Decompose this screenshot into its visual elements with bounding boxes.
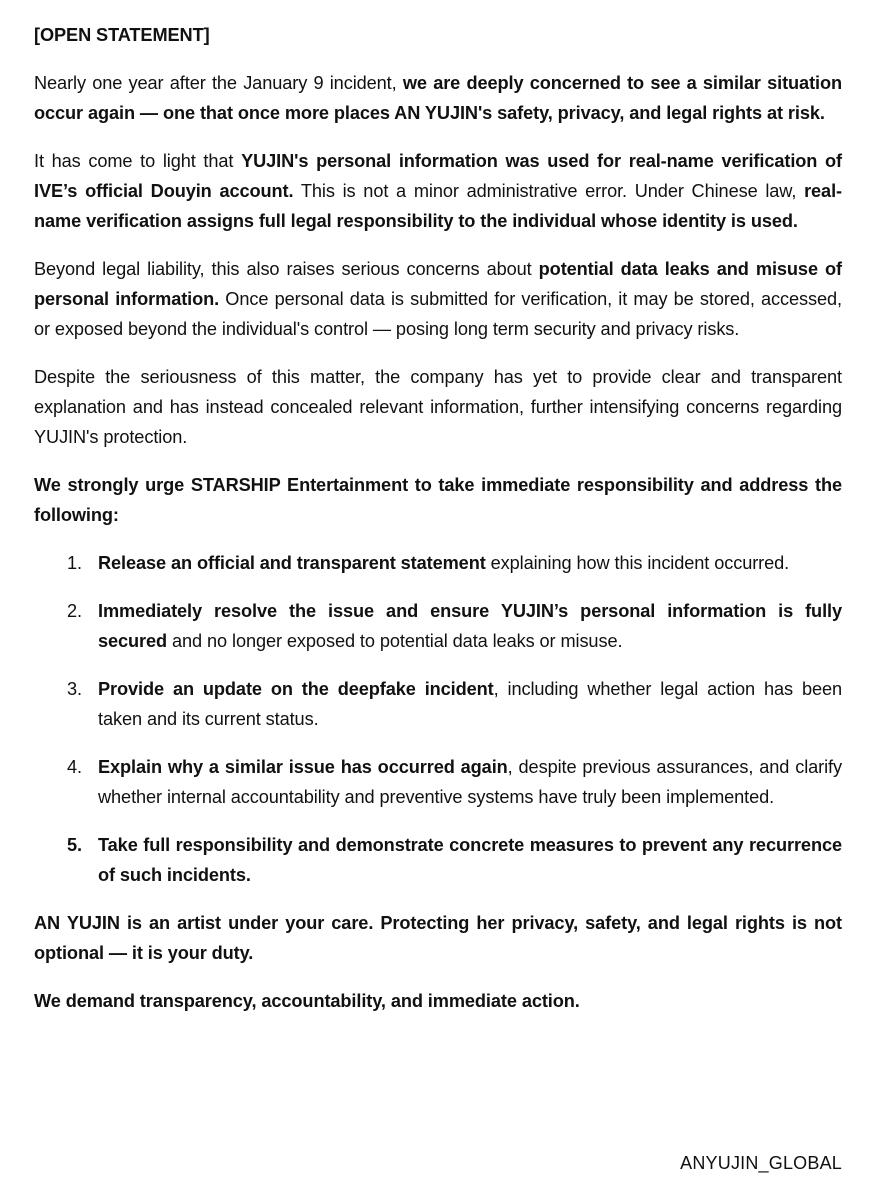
paragraph-text: This is not a minor administrative error. Under Chinese law, [293,181,805,201]
paragraph-text: Beyond legal liability, this also raises serious concerns about [34,259,539,279]
list-item-number: 2. [67,601,82,621]
list-item-emphasis: Release an official and transparent statement [98,553,486,573]
list-item-text: , despite previous assurances, and clarify whether internal accountability and preventive systems have truly been implemented. [98,757,842,807]
paragraph-company-silence: Despite the seriousness of this matter, the company has yet to provide clear and transparent explanation and has instead concealed relevant information, further intensifying concerns regarding YUJIN's protection. [34,367,842,447]
list-item-text: , including whether legal action has been taken and its current status. [98,679,843,729]
demands-list [34,548,842,890]
paragraph-final-demand: We demand transparency, accountability, and immediate action. [34,991,580,1011]
paragraph-emphasis: YUJIN's personal information was used for real-name verification of IVE’s official Douyin account. [34,151,842,201]
list-item [34,674,842,734]
paragraph-duty: AN YUJIN is an artist under your care. Protecting her privacy, safety, and legal rights is not optional — it is your duty. [34,913,842,963]
list-item-emphasis: Provide an update on the deepfake incident [98,679,494,699]
list-item-emphasis: Explain why a similar issue has occurred again [98,757,508,777]
list-item [34,548,842,578]
list-item-number: 1. [67,553,82,573]
list-item [34,596,842,656]
paragraph-data-risk [34,254,842,344]
statement-title: [OPEN STATEMENT] [34,25,210,45]
list-item-number: 4. [67,757,82,777]
list-item-text: explaining how this incident occurred. [485,553,790,573]
paragraph-incident-concern [34,68,842,128]
paragraph-emphasis: real-name verification assigns full legal responsibility to the individual whose identity is used. [34,181,842,231]
paragraph-demand-intro: We strongly urge STARSHIP Entertainment to take immediate responsibility and address the following: [34,475,842,525]
list-item-emphasis: Take full responsibility and demonstrate concrete measures to prevent any recurrence of such incidents. [98,835,842,885]
paragraph-text: Once personal data is submitted for verification, it may be stored, accessed, or exposed beyond the individual's control — posing long term security and privacy risks. [34,289,842,339]
list-item-emphasis: Immediately resolve the issue and ensure YUJIN’s personal information is fully secured [98,601,842,651]
list-item-number: 5. [67,835,82,855]
paragraph-real-name-verification [34,146,842,236]
list-item [34,752,842,812]
paragraph-text: It has come to light that [34,151,242,171]
paragraph-emphasis: we are deeply concerned to see a similar situation occur again — one that once more places AN YUJIN's safety, privacy, and legal rights at risk. [34,73,842,123]
paragraph-text: Nearly one year after the January 9 incident, [34,73,403,93]
signature: ANYUJIN_GLOBAL [680,1153,842,1173]
list-item-number: 3. [67,679,82,699]
list-item [34,830,842,890]
list-item-text: and no longer exposed to potential data leaks or misuse. [167,631,623,651]
paragraph-emphasis: potential data leaks and misuse of personal information. [34,259,842,309]
